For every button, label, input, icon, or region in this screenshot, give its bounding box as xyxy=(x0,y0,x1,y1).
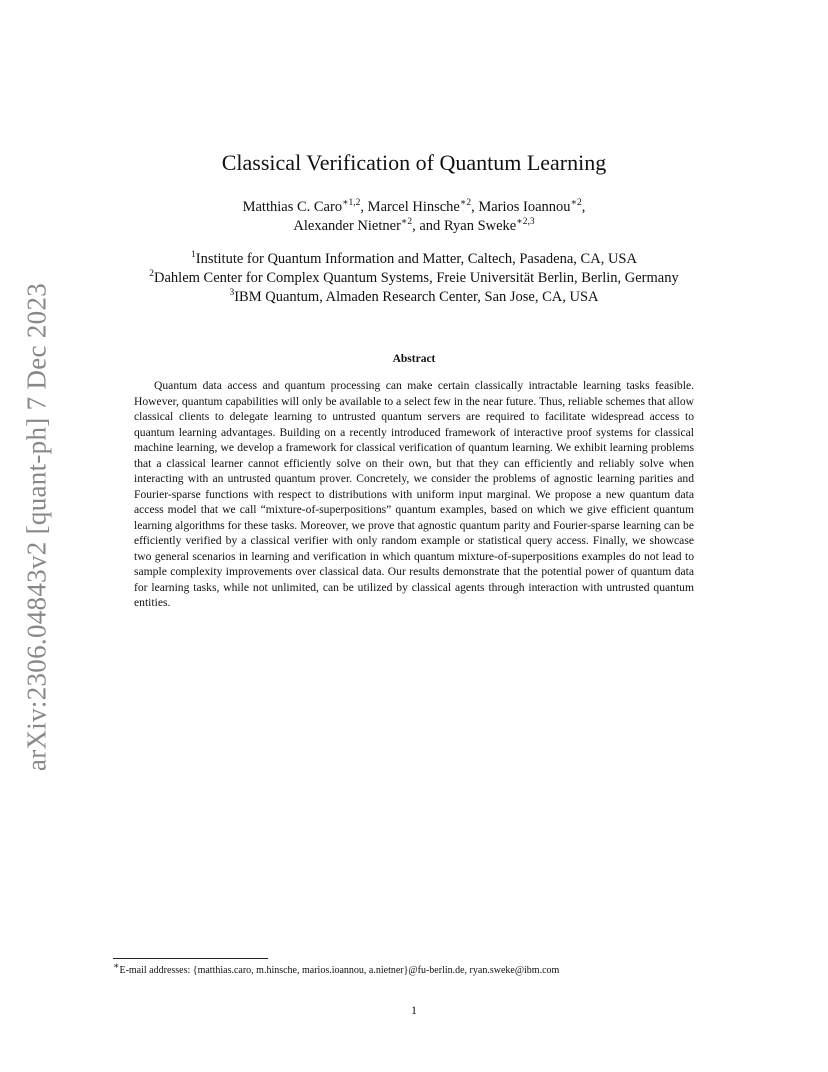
paper-title: Classical Verification of Quantum Learning xyxy=(221,150,607,175)
affiliation-list xyxy=(0,250,828,307)
author-name: Alexander Nietner xyxy=(293,218,401,234)
author-affiliation-marks: ∗2,3 xyxy=(516,217,535,228)
affiliation-mark: 1 xyxy=(191,250,196,261)
affiliation-text: IBM Quantum, Almaden Research Center, San Jose, CA, USA xyxy=(234,289,599,305)
affiliation-mark: 2 xyxy=(149,269,155,280)
affiliation-text: Institute for Quantum Information and Matter, Caltech, Pasadena, CA, USA xyxy=(195,251,637,267)
author-list xyxy=(0,198,828,236)
author-affiliation-marks: ∗2 xyxy=(570,198,582,209)
author-name: Matthias C. Caro xyxy=(242,199,343,215)
abstract-body: Quantum data access and quantum processing can make certain classically intractable learning tasks feasible. However, quantum capabilities will only be available to a select few in the near future. Thus, reliable schemes that allow classical clients to delegate learning to untrusted quantum servers are required to facilitate widespread access to quantum learning advantages. Building on a recently introduced framework of interactive proof systems for classical machine learning, we develop a framework for classical verification of quantum learning. We exhibit learning problems that a classical learner cannot efficiently solve on their own, but that they can efficiently and reliably solve when interacting with an untrusted quantum prover. Concretely, we consider the problems of agnostic learning parities and Fourier-sparse functions with respect to distributions with uniform input marginal. We propose a new quantum data access model that we call “mixture-of-superpositions” quantum examples, based on which we give efficient quantum learning algorithms for these tasks. Moreover, we prove that agnostic quantum parity and Fourier-sparse learning can be efficiently verified by a classical verifier with only random example or statistical query access. Finally, we showcase two general scenarios in learning and verification in which quantum mixture-of-superpositions examples do not lead to sample complexity improvements over classical data. Our results demonstrate that the potential power of quantum data for learning tasks, while not unlimited, can be utilized by classical agents through interaction with untrusted quantum entities. xyxy=(134,379,694,609)
page-number: 1 xyxy=(411,1003,417,1017)
author-affiliation-marks: ∗2 xyxy=(459,198,472,209)
affiliation-line xyxy=(0,269,828,288)
arxiv-identifier-stamp: arXiv:2306.04843v2 [quant-ph] 7 Dec 2023 xyxy=(21,282,52,772)
author-separator: , xyxy=(360,199,368,215)
affiliation-text: Dahlem Center for Complex Quantum Systems, Freie Universität Berlin, Berlin, Germany xyxy=(154,270,679,286)
footnote-text: E-mail addresses: {matthias.caro, m.hinsche, marios.ioannou, a.nietner}@fu-berlin.de, ryan.sweke@ibm.com xyxy=(119,965,560,976)
author-separator: , xyxy=(581,199,586,215)
author-affiliation-marks: ∗2 xyxy=(400,217,413,228)
footnote xyxy=(113,961,733,977)
author-name: Marcel Hinsche xyxy=(367,199,460,215)
author-separator: , and xyxy=(412,218,444,234)
author-name: Marios Ioannou xyxy=(478,199,571,215)
abstract-heading: Abstract xyxy=(392,353,436,365)
affiliation-line xyxy=(0,250,828,269)
author-name: Ryan Sweke xyxy=(443,218,517,234)
footnote-mark: ∗ xyxy=(113,961,120,972)
author-affiliation-marks: ∗1,2 xyxy=(342,198,361,209)
affiliation-line xyxy=(0,288,828,307)
author-separator: , xyxy=(471,199,479,215)
footnote-divider xyxy=(113,958,268,959)
affiliation-mark: 3 xyxy=(229,288,235,299)
